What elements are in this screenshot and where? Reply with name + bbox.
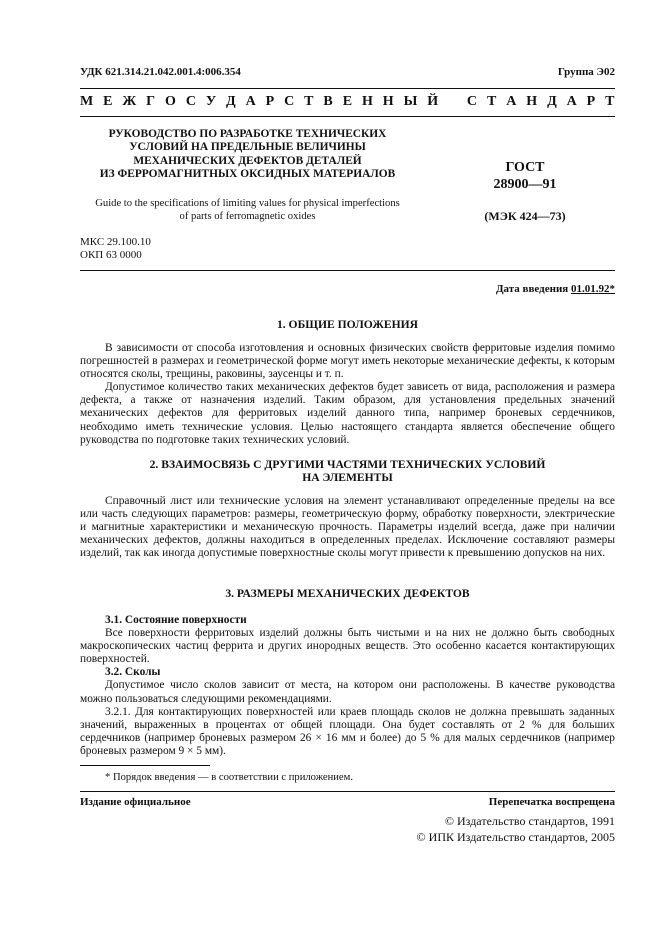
gost-number: 28900—91 [493, 177, 557, 192]
section-1-body [80, 342, 615, 447]
okp-code: ОКП 63 0000 [80, 249, 142, 261]
section-3-heading: 3. РАЗМЕРЫ МЕХАНИЧЕСКИХ ДЕФЕКТОВ [225, 587, 470, 600]
section-1-paragraph-2: Допустимое количество таких механических дефектов будет зависеть от вида, расположения и размера дефекта, а также от назначения изделий. Таким образом, для установления предельных значений механических дефектов для ферритовых изделий данного типа, например броневых сердечников, необходимо иметь технические условия. Целью настоящего стандарта является обеспечение общего руководства по подготовке таких технических условий. [80, 381, 615, 446]
section-2-heading-line: НА ЭЛЕМЕНТЫ [302, 471, 393, 485]
footnote-rule [80, 765, 210, 766]
section-3-paragraph-1: Все поверхности ферритовых изделий должны быть чистыми и на них не должно быть свободных макроскопических частиц феррита и других инородных веществ. Это особенно касается контактирующих поверхностей. [80, 627, 615, 666]
intro-date [496, 283, 615, 296]
iec-number: (МЭК 424—73) [484, 209, 566, 223]
title-line: ИЗ ФЕРРОМАГНИТНЫХ ОКСИДНЫХ МАТЕРИАЛОВ [99, 168, 396, 181]
title-en-line: of parts of ferromagnetic oxides [179, 211, 316, 222]
official-edition: Издание официальное [80, 796, 191, 808]
copyright-2005: © ИПК Издательство стандартов, 2005 [416, 830, 615, 844]
footnote: * Порядок введения — в соответствии с приложением. [105, 772, 353, 783]
section-2-body [80, 495, 615, 560]
section-3-body [80, 614, 615, 758]
subsection-3-1-heading: 3.1. Состояние поверхности [105, 614, 247, 626]
reprint-prohibited: Перепечатка воспрещена [488, 796, 615, 808]
section-3-paragraph-3: 3.2.1. Для контактирующих поверхностей или краев площадь сколов не должна превышать заданных значений, выраженных в процентах от общей площади. Она будет составлять от 2 % для больших сердечников (например броневых размером 26 × 16 мм и более) до 5 % для малых сердечников (например броневых размером 9 × 5 мм). [80, 705, 615, 757]
banner-rule [80, 116, 615, 117]
udk-code: УДК 621.314.21.042.001.4:006.354 [80, 66, 241, 78]
gost-label: ГОСТ [505, 160, 545, 175]
intro-date-value: 01.01.92* [571, 283, 615, 295]
copyright-1991: © Издательство стандартов, 1991 [444, 814, 615, 828]
section-1-paragraph-1: В зависимости от способа изготовления и основных физических свойств ферритовые изделия помимо погрешностей в размерах и геометрической форме могут иметь некоторые механические дефекты, к которым относятся сколы, трещины, раковины, заусенцы и т. п. [80, 342, 615, 381]
subsection-3-2-heading: 3.2. Сколы [105, 666, 161, 679]
section-3-paragraph-2: Допустимое число сколов зависит от места, на котором они расположены. В качестве руководства можно пользоваться следующими рекомендациями. [80, 679, 615, 705]
title-line: УСЛОВИЙ НА ПРЕДЕЛЬНЫЕ ВЕЛИЧИНЫ [129, 141, 366, 154]
title-line: МЕХАНИЧЕСКИХ ДЕФЕКТОВ ДЕТАЛЕЙ [133, 154, 362, 167]
footer-rule [80, 791, 615, 792]
codes-rule [80, 270, 615, 271]
mks-code: МКС 29.100.10 [80, 236, 151, 248]
intro-date-label: Дата введения [495, 283, 569, 295]
top-rule [80, 88, 615, 89]
section-2-heading [80, 458, 615, 485]
group-code: Группа Э02 [557, 66, 615, 78]
title-en-line: Guide to the specifications of limiting values for physical imperfections [95, 198, 400, 209]
title-ru [80, 128, 415, 182]
section-2-paragraph-1: Справочный лист или технические условия на элемент устанавливают определенные пределы на все или часть следующих параметров: размеры, геометрическую форму, обработку поверхности, электрические и магнитные характеристики и механическую прочность. Параметры изделий всегда, даже при наличии механических дефектов, должны находиться в определенных пределах. Исключение составляют размеры изделий, так как иногда допустимые поверхностные сколы могут привести к превышению допусков на них. [80, 495, 615, 560]
title-line: РУКОВОДСТВО ПО РАЗРАБОТКЕ ТЕХНИЧЕСКИХ [108, 128, 387, 140]
title-en [80, 197, 415, 223]
section-2-heading-line: 2. ВЗАИМОСВЯЗЬ С ДРУГИМИ ЧАСТЯМИ ТЕХНИЧЕСКИХ УСЛОВИЙ [149, 458, 546, 471]
section-1-heading: 1. ОБЩИЕ ПОЛОЖЕНИЯ [276, 318, 419, 331]
banner-interstate-standard: М Е Ж Г О С У Д А Р С Т В Е Н Н Ы Й С Т А Н Д А Р Т [80, 94, 615, 109]
